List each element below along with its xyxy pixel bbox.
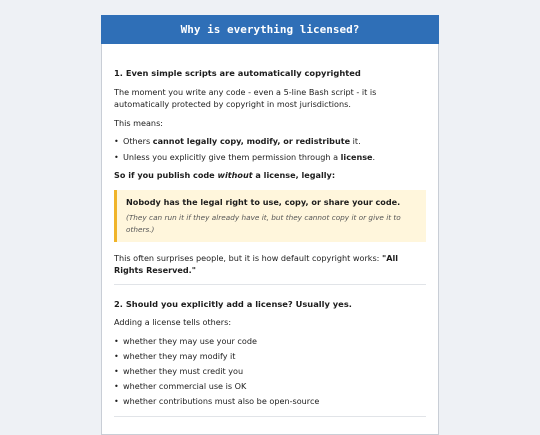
list-item: • Others cannot legally copy, modify, or redistribute it. bbox=[114, 135, 426, 147]
section-2-bullets bbox=[114, 335, 426, 407]
list-item: • whether contributions must also be open-source bbox=[114, 395, 426, 407]
explanation-card bbox=[101, 15, 439, 435]
card-title: Why is everything licensed? bbox=[180, 23, 360, 36]
closing-statement: This often surprises people, but it is how default copyright works: "All Rights Reserved." bbox=[114, 253, 399, 275]
list-item: • whether they may use your code bbox=[114, 335, 426, 347]
publish-statement: So if you publish code without a license, legally: bbox=[114, 170, 336, 180]
section-1-bullets bbox=[114, 135, 426, 163]
card-header bbox=[101, 15, 439, 44]
section-divider bbox=[114, 416, 426, 417]
section-2-intro: Adding a license tells others: bbox=[114, 317, 232, 327]
section-2-title: 2. Should you explicitly add a license? Usually yes. bbox=[114, 299, 352, 309]
section-1-intro: The moment you write any code - even a 5-line Bash script - it is automatically protected by copyright in most jurisdictions. bbox=[114, 87, 377, 109]
list-item: • Unless you explicitly give them permission through a license. bbox=[114, 151, 426, 163]
list-item: • whether commercial use is OK bbox=[114, 380, 426, 392]
list-item: • whether they must credit you bbox=[114, 365, 426, 377]
callout-main-text: Nobody has the legal right to use, copy, or share your code. bbox=[126, 197, 401, 207]
callout-sub-text: (They can run it if they already have it, but they cannot copy it or give it to others.) bbox=[126, 213, 401, 234]
card-content bbox=[102, 44, 438, 417]
section-1-means-label: This means: bbox=[114, 118, 164, 128]
section-1-title: 1. Even simple scripts are automatically copyrighted bbox=[114, 68, 361, 78]
warning-callout bbox=[114, 190, 426, 242]
list-item: • whether they may modify it bbox=[114, 350, 426, 362]
